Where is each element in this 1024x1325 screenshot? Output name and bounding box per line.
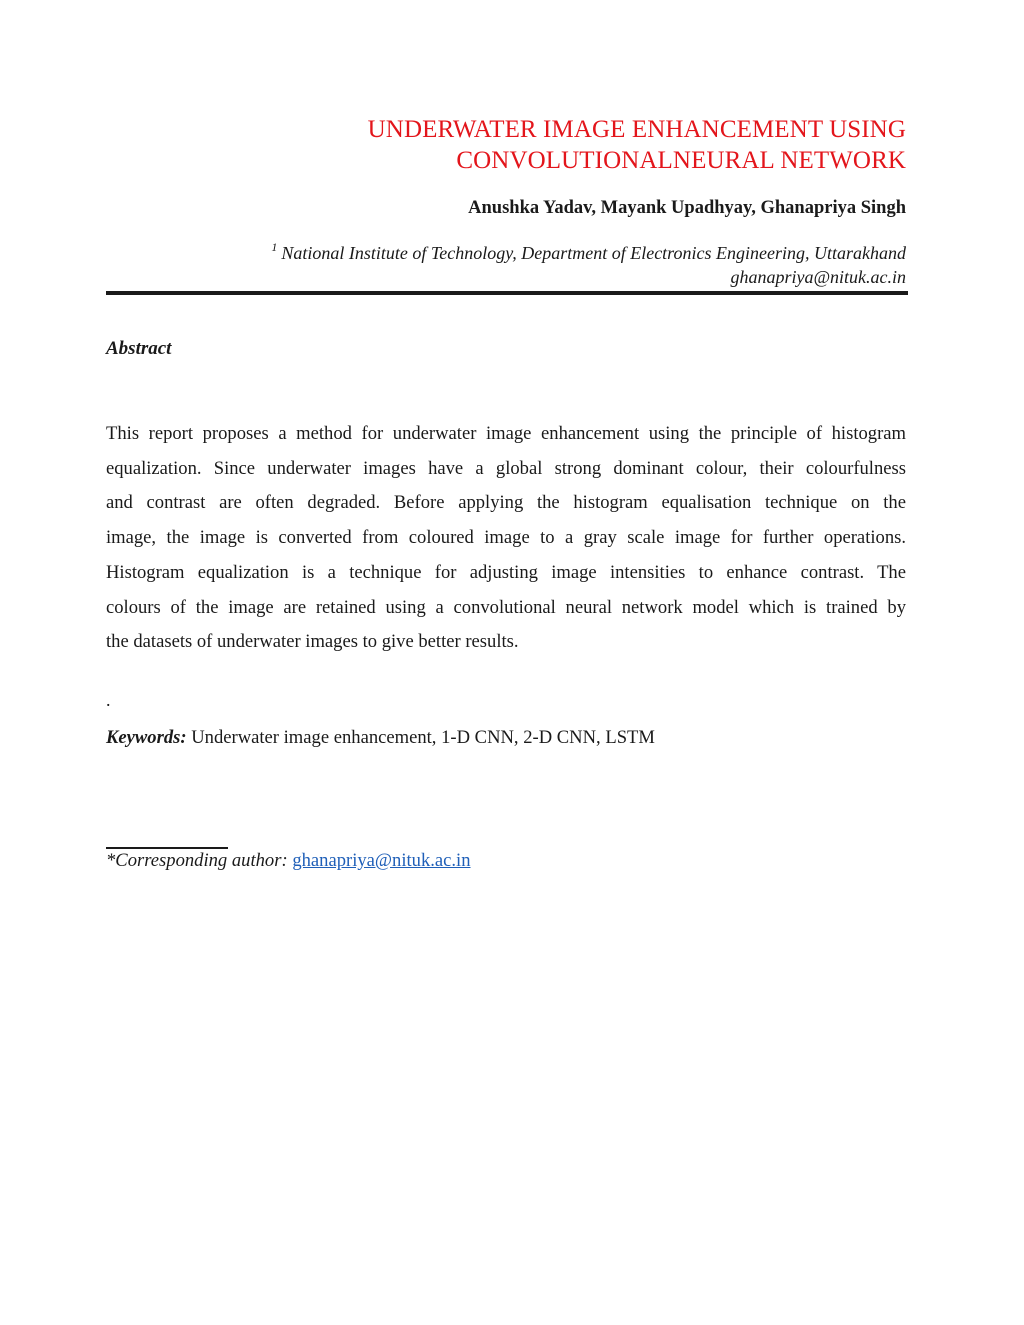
author-email: ghanapriya@nituk.ac.in [730, 267, 906, 287]
footnote-divider [106, 847, 228, 849]
abstract-body [106, 417, 906, 660]
stray-period: . [106, 690, 111, 710]
abstract-line: and contrast are often degraded. Before applying the histogram equalisation technique on the [106, 492, 906, 514]
affiliation-mark: 1 [271, 240, 278, 254]
abstract-line: equalization. Since underwater images have a global strong dominant colour, their colourfulness [106, 457, 906, 479]
paper-title [206, 114, 906, 176]
abstract-line: the datasets of underwater images to give better results. [106, 631, 519, 653]
footnote-label: *Corresponding author: [106, 850, 288, 871]
abstract-line: colours of the image are retained using a convolutional neural network model which is trained by [106, 596, 906, 618]
abstract-line: This report proposes a method for underwater image enhancement using the principle of histogram [106, 423, 906, 444]
affiliation-line [106, 241, 906, 265]
header-divider [106, 291, 908, 295]
abstract-heading: Abstract [106, 338, 172, 359]
abstract-line: image, the image is converted from coloured image to a gray scale image for further operations. [106, 527, 906, 549]
title-line-2: CONVOLUTIONALNEURAL NETWORK [456, 147, 906, 174]
abstract-line: Histogram equalization is a technique for adjusting image intensities to enhance contrast. The [106, 561, 906, 583]
author-list: Anushka Yadav, Mayank Upadhyay, Ghanapriya Singh [468, 198, 906, 218]
corresponding-email-link[interactable]: ghanapriya@nituk.ac.in [292, 850, 471, 871]
affiliation-text: National Institute of Technology, Department of Electronics Engineering, Uttarakhand [281, 243, 906, 263]
keywords-text: Underwater image enhancement, 1-D CNN, 2-D CNN, LSTM [191, 727, 655, 748]
affiliation-block [106, 241, 906, 289]
footnote [106, 850, 471, 872]
keywords-label: Keywords: [106, 727, 187, 748]
title-line-1: UNDERWATER IMAGE ENHANCEMENT USING [367, 116, 906, 143]
keywords-line [106, 727, 655, 749]
